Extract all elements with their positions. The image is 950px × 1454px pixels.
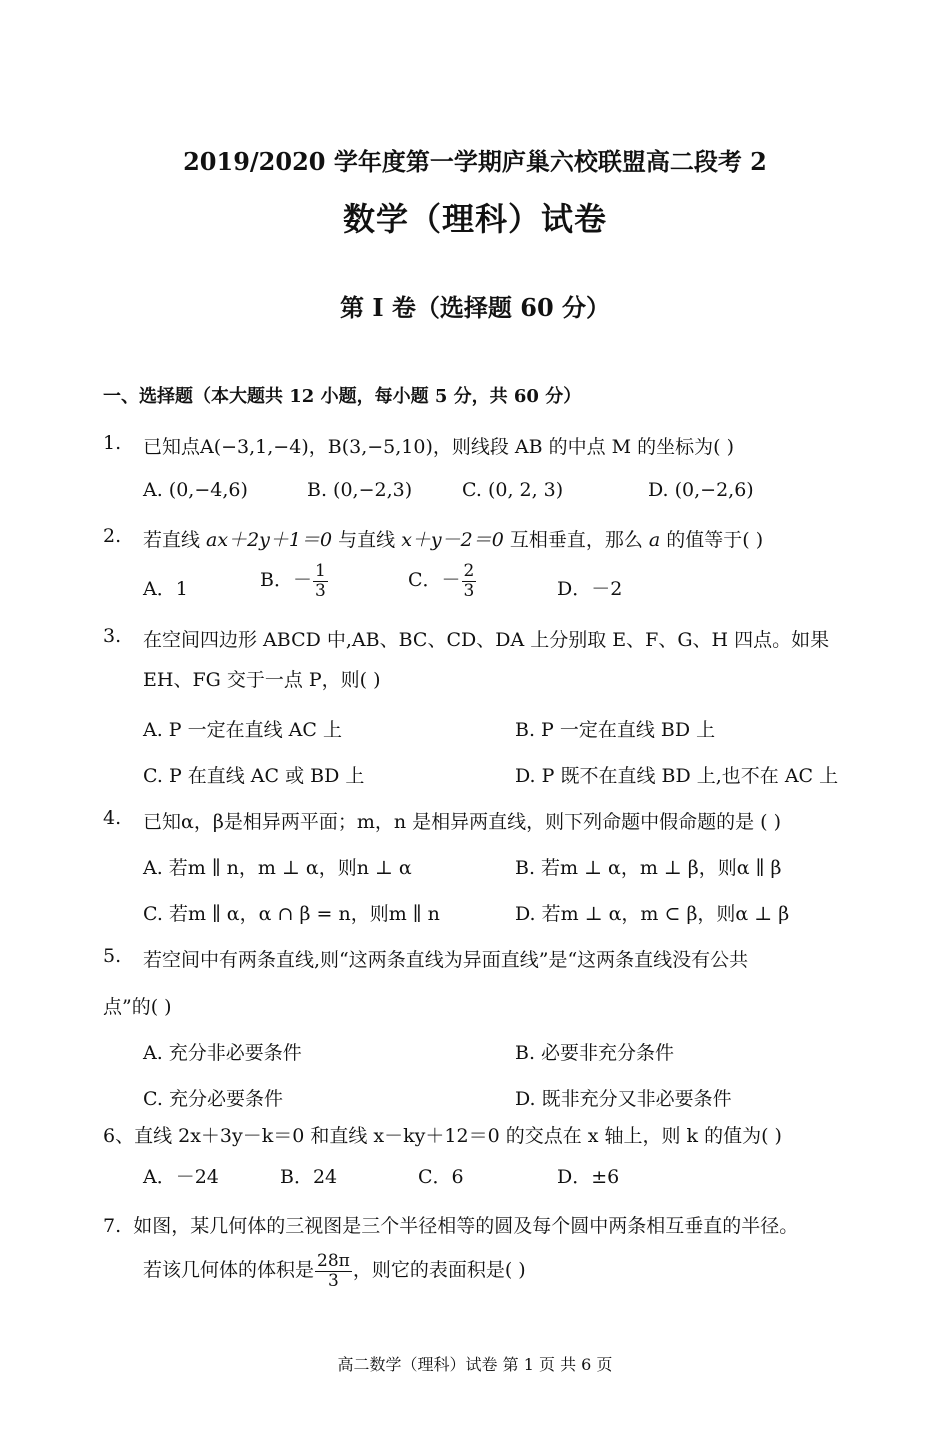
q3-option-c: C. P 在直线 AC 或 BD 上 <box>143 765 365 787</box>
q6-option-d: D．±6 <box>557 1166 620 1188</box>
q1-option-a: A. (0,−4,6) <box>143 479 248 501</box>
q6-option-b: B．24 <box>280 1166 338 1188</box>
exam-title-subject: 数学（理科）试卷 <box>342 200 607 238</box>
section-heading: 一、选择题（本大题共 12 小题，每小题 5 分，共 60 分） <box>103 386 582 407</box>
q2-option-b <box>260 562 329 600</box>
exam-title-line1: 2019/2020 学年度第一学期庐巢六校联盟高二段考 2 <box>183 147 767 176</box>
question-1 <box>0 432 950 462</box>
question-3 <box>0 625 950 655</box>
q2-option-c <box>408 562 477 600</box>
q2-equation-1: ax＋2y＋1＝0 <box>206 529 333 551</box>
question-6: 6、直线 2x＋3y－k＝0 和直线 x－ky＋12＝0 的交点在 x 轴上，则 k 的值为( ) <box>103 1125 782 1147</box>
q4-option-c: C. 若m ∥ α，α ∩ β = n，则m ∥ n <box>143 903 440 925</box>
q7-text-prefix: 若该几何体的体积是 <box>143 1259 315 1282</box>
question-3-line2: EH、FG 交于一点 P，则( ) <box>143 669 381 691</box>
q4-option-b: B. 若m ⊥ α，m ⊥ β，则α ∥ β <box>515 857 782 879</box>
q3-option-a: A. P 一定在直线 AC 上 <box>143 719 342 741</box>
q7-volume-fraction <box>315 1252 352 1290</box>
q2-option-c-fraction <box>462 562 477 600</box>
question-7 <box>103 1211 798 1238</box>
question-number: 2. <box>103 525 122 547</box>
question-number: 3. <box>103 625 122 647</box>
q4-option-a: A. 若m ∥ n，m ⊥ α，则n ⊥ α <box>143 857 412 879</box>
q2-text-part: 与直线 <box>332 529 402 551</box>
q2-option-a: A．1 <box>143 578 188 600</box>
question-text-line1: 若空间中有两条直线,则“这两条直线为异面直线”是“这两条直线没有公共 <box>143 949 749 971</box>
fraction-numerator: 28π <box>317 1251 350 1271</box>
fraction-denominator: 3 <box>328 1270 339 1291</box>
q2-option-b-prefix: B．－ <box>260 569 312 592</box>
q3-option-d: D. P 既不在直线 BD 上,也不在 AC 上 <box>515 765 839 787</box>
q6-option-c: C．6 <box>418 1166 464 1188</box>
fraction-denominator: 3 <box>463 580 475 601</box>
question-5 <box>0 945 950 975</box>
q5-option-a: A. 充分非必要条件 <box>143 1042 302 1064</box>
q1-option-d: D. (0,−2,6) <box>648 479 754 501</box>
q6-option-a: A．－24 <box>143 1166 219 1188</box>
q2-text-part: 互相垂直，那么 <box>503 529 649 551</box>
q5-option-c: C. 充分必要条件 <box>143 1088 283 1110</box>
q3-option-b: B. P 一定在直线 BD 上 <box>515 719 716 741</box>
question-number: 5. <box>103 945 122 967</box>
question-number: 1. <box>103 432 122 454</box>
fraction-denominator: 3 <box>314 580 326 601</box>
q5-option-b: B. 必要非充分条件 <box>515 1042 675 1064</box>
page-footer: 高二数学（理科）试卷 第 1 页 共 6 页 <box>337 1355 613 1374</box>
question-text-line1: 如图，某几何体的三视图是三个半径相等的圆及每个圆中两条相互垂直的半径。 <box>133 1215 799 1237</box>
question-text: 已知α，β是相异两平面；m，n 是相异两直线，则下列命题中假命题的是 ( ) <box>143 811 782 833</box>
question-number: 7. <box>103 1215 122 1237</box>
q2-text-part: 若直线 <box>143 529 207 551</box>
q1-option-c: C. (0, 2, 3) <box>462 479 564 501</box>
q5-option-d: D. 既非充分又非必要条件 <box>515 1088 732 1110</box>
q2-text-part: 的值等于( ) <box>660 529 764 551</box>
question-number: 4. <box>103 807 122 829</box>
question-text <box>143 525 763 552</box>
q2-variable-a: a <box>648 529 661 551</box>
question-text-line1: 在空间四边形 ABCD 中,AB、BC、CD、DA 上分别取 E、F、G、H 四点。如果 <box>143 629 830 651</box>
question-4 <box>0 807 950 837</box>
question-text: 已知点A(−3,1,−4)，B(3,−5,10)，则线段 AB 的中点 M 的坐标为( ) <box>143 436 735 458</box>
q7-text-suffix: ，则它的表面积是( ) <box>352 1259 526 1282</box>
q2-equation-2: x＋y－2＝0 <box>401 529 504 551</box>
q2-option-b-fraction <box>313 562 328 600</box>
fraction-numerator: 1 <box>314 561 326 581</box>
question-7-line2 <box>143 1252 526 1290</box>
question-2 <box>0 525 950 555</box>
q1-option-b: B. (0,−2,3) <box>307 479 413 501</box>
fraction-numerator: 2 <box>463 561 475 581</box>
volume-title: 第 I 卷（选择题 60 分） <box>339 293 611 322</box>
q4-option-d: D. 若m ⊥ α，m ⊂ β，则α ⊥ β <box>515 903 790 925</box>
q2-option-d: D．－2 <box>557 578 623 600</box>
q2-option-c-prefix: C．－ <box>408 569 461 592</box>
question-5-line2: 点”的( ) <box>103 996 172 1018</box>
